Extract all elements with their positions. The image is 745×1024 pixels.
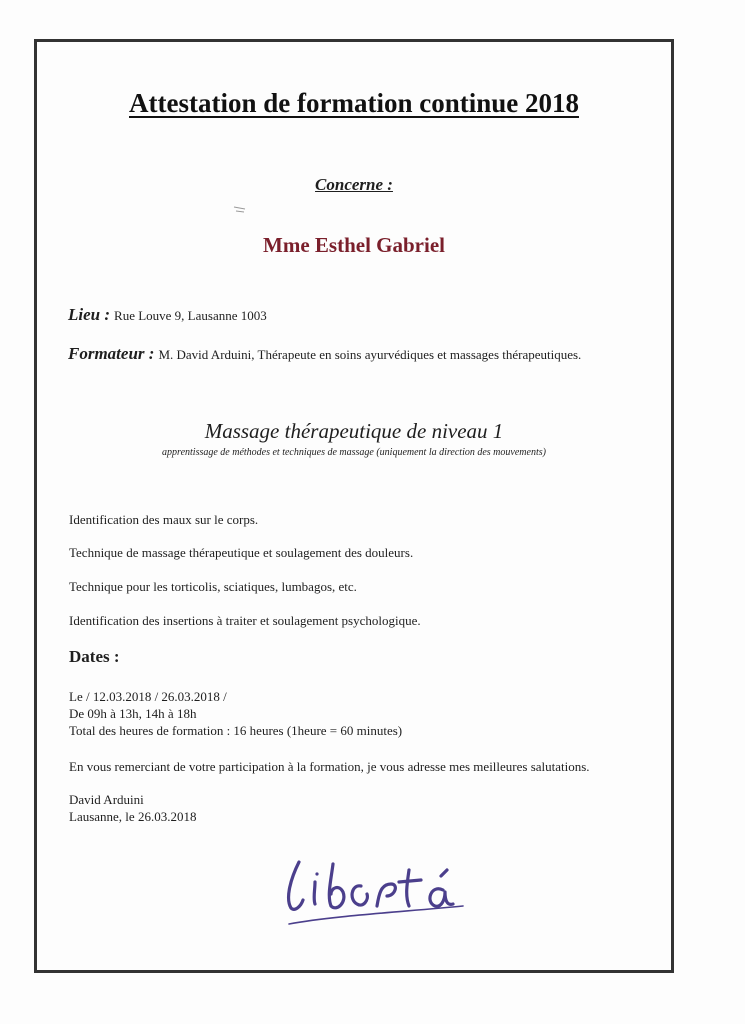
attestation-frame	[34, 39, 674, 973]
signature-image	[281, 850, 471, 928]
list-item: Identification des insertions à traiter et soulagement psychologique.	[69, 613, 421, 628]
dates-line: Le / 12.03.2018 / 26.03.2018 /	[69, 689, 227, 704]
concerne-label: Concerne :	[315, 175, 393, 194]
dates-line: Total des heures de formation : 16 heures (1heure = 60 minutes)	[69, 723, 403, 738]
formateur-label: Formateur :	[68, 344, 155, 363]
closing-text: En vous remerciant de votre participation à la formation, je vous adresse mes meilleures salutations.	[69, 759, 590, 774]
signer-name: David Arduini	[69, 792, 144, 807]
formateur-line	[68, 344, 581, 364]
scan-artifact-icon	[233, 204, 247, 214]
lieu-label: Lieu :	[68, 305, 111, 324]
course-title: Massage thérapeutique de niveau 1	[204, 419, 504, 443]
list-item: Technique de massage thérapeutique et soulagement des douleurs.	[69, 545, 414, 560]
lieu-line	[68, 305, 267, 325]
place-date: Lausanne, le 26.03.2018	[69, 809, 197, 824]
list-item: Identification des maux sur le corps.	[69, 512, 259, 527]
course-subtitle: apprentissage de méthodes et techniques de massage (uniquement la direction des mouvements)	[162, 447, 546, 458]
dates-line: De 09h à 13h, 14h à 18h	[69, 706, 197, 721]
formateur-value: M. David Arduini, Thérapeute en soins ayurvédiques et massages thérapeutiques.	[158, 347, 582, 362]
document-title: Attestation de formation continue 2018	[129, 88, 579, 118]
dates-heading: Dates :	[69, 647, 120, 666]
recipient-name: Mme Esthel Gabriel	[263, 233, 445, 257]
list-item: Technique pour les torticolis, sciatiques, lumbagos, etc.	[69, 579, 357, 594]
lieu-value: Rue Louve 9, Lausanne 1003	[114, 308, 267, 323]
